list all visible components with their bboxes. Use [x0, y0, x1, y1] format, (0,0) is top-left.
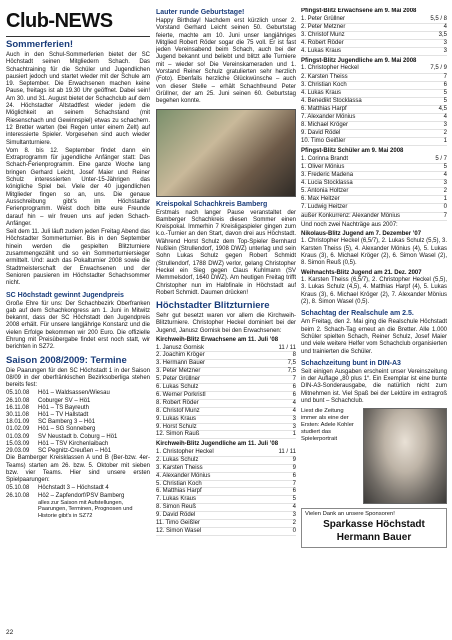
- player-score: 0: [443, 204, 447, 211]
- portrait-caption: Liest die Zeitung immer als eine der Ersten: Adele Kohler studiert das Spielerportrait: [301, 408, 354, 443]
- table-title-kirchweih-erwachsene: Kirchweih-Blitz Erwachsene am 11. Juli ’08: [156, 337, 279, 344]
- paragraph-saison-2: Die Bamberger Kreisklassen A und B (Ber-bzw. 4er-Teams) starten am 26. bzw. 5. Oktober mit sieben bzw. vier Teams. Hier sind unsere ersten Spielpaarungen:: [6, 455, 150, 484]
- section-title-kreispokal: Kreispokal Schachkreis Bamberg: [156, 200, 268, 208]
- player-name: 3. Karsten Theiss: [156, 464, 203, 471]
- player-name: 6. Lukas Schulz: [156, 384, 199, 391]
- player-score: 2: [292, 520, 296, 527]
- player-score: 3: [443, 39, 447, 46]
- player-score: 2: [443, 188, 447, 195]
- table-row: [156, 457, 296, 465]
- player-score: 9: [292, 464, 296, 471]
- table-row: [156, 408, 296, 416]
- player-name: außer Konkurrenz: Alexander Mönius: [301, 212, 401, 219]
- player-name: 1. Oliver Mönius: [301, 164, 345, 170]
- player-name: 1. Christopher Heckel: [156, 448, 214, 455]
- player-score: 6: [292, 391, 296, 398]
- results-table-pfingst-erwachsene: [301, 16, 447, 56]
- table-row: [156, 392, 296, 400]
- player-score: 5: [443, 164, 447, 170]
- schedule-row: [6, 434, 150, 441]
- player-name: 3. Frederic Madena: [301, 172, 354, 179]
- table-row: [156, 528, 296, 536]
- table-row: [301, 82, 447, 90]
- schedule-date: 05.10.08: [6, 390, 30, 397]
- schedule-row: [6, 441, 150, 448]
- schedule-date: 05.10.08: [6, 485, 30, 492]
- table-row: [156, 360, 296, 368]
- table-row: [156, 504, 296, 512]
- player-name: 4. Alexander Mönius: [156, 472, 211, 479]
- table-row: [301, 65, 447, 73]
- player-name: 6. Werner Porkristl: [156, 391, 206, 398]
- schedule-row: [6, 493, 150, 500]
- table-row: [301, 90, 447, 98]
- schedule-match: Hö1 – SG Sonneberg: [38, 426, 96, 433]
- schedule-date: 15.03.09: [6, 440, 30, 447]
- schedule-match: Hö1 – TS Bayreuth: [38, 404, 89, 411]
- table-row: [156, 352, 296, 360]
- player-name: 11. Timo Geißler: [156, 520, 200, 527]
- player-score: 3: [292, 423, 296, 430]
- schedule-match: Hö2 – Zapfendorf/PSV Bamberg: [38, 492, 125, 499]
- player-score: 7,5: [287, 368, 296, 375]
- player-score: 5 / 7: [435, 155, 447, 162]
- paragraph-geburtstage: Happy Birthday! Nachdem erst kürzlich unser 2. Vorstand Gerhard Leicht seinen 50. Geburtstag feierte, machte am 10. Juni unser langjähriges Mitglied Robert Röder sogar die 75 voll. Er ist fast jeden Vereinsabend beim Schach, auch bei der Jugend bekannt und beliebt und blitzt alle Turniere mit – wieder so! Die Vereinskameraden und 1. Vorstand Reiner Schulz gratulierten sehr herzlich (Foto). Ebenfalls herzliche Glückwünsche – auch von dieser Stelle – erhält Schachfreund Peter Grüllner, der am 25. Juni seinen 60. Geburtstag begehen konnte.: [156, 18, 296, 105]
- player-score: 0: [292, 527, 296, 534]
- schedule-match: Hö1 – Waldsassen/Wiesau: [38, 390, 110, 397]
- schedule-row: [6, 405, 150, 412]
- schedule-row: [6, 412, 150, 419]
- paragraph-blitzturniere: Sehr gut besetzt waren vor allem die Kirchweih-Blitzturniere. Christopher Heckel dominiert bei der Jugend, Janusz Gornisk bei den Erwachsenen:: [156, 313, 296, 334]
- player-name: 6. Matthias Harpf: [156, 488, 202, 495]
- player-name: 2. Lukas Schulz: [156, 456, 199, 463]
- results-table-kirchweih-jugend: [156, 449, 296, 536]
- table-row: [156, 400, 296, 408]
- player-score: 7: [443, 73, 447, 80]
- table-row: [301, 32, 447, 40]
- player-score: 5,5 / 8: [430, 15, 447, 22]
- paragraph-sommer-1: Auch in den Schul-Sommerferien bietet der SC Höchstadt seinen Mitgliedern Schach. Das Schachtraining für die Schüler und Jugendlichen pausiert jedoch und startet wieder mit der Schule am 19. September. Die Erwachsenen machen keine Pause, freitags ist ab 19.30 Uhr geöffnet. Dabei sein! Am 30. und 31. August bietet der Schachclub auf dem 24. Höchstadter Altstadtfest wieder jedem die Möglichkeit an seinem Schachstand (mit Riesenschach und Gewinnspiel) etwas zu schachern. 12 Bretter warten (bei Regen unter einem Zelt) auf interessierte Spieler. Vorgesehen sind auch wieder Simultanturniere.: [6, 52, 150, 146]
- table-row: [301, 40, 447, 48]
- player-name: 9. Horst Schulz: [156, 423, 197, 430]
- schedule-list-kreisklasse: [6, 485, 150, 499]
- schedule-date: 18.01.09: [6, 419, 30, 426]
- schedule-match: SV Neustadt b. Coburg – Hö1: [38, 433, 118, 440]
- player-score: 7: [292, 376, 296, 383]
- section-title-jugendpreis: SC Höchstadt gewinnt Jugendpreis: [6, 291, 124, 299]
- title-nikolaus-blitz: Nikolaus-Blitz Jugend am 7. Dezember ’07: [301, 230, 422, 237]
- title-weihnachts-blitz: Weihnachts-Blitz Jugend am 21. Dez. 2007: [301, 269, 422, 276]
- table-row: [301, 180, 447, 188]
- section-title-blitzturniere: Höchstadter Blitzturniere: [156, 300, 270, 312]
- sponsor-name-sparkasse: Sparkasse Höchstadt: [323, 519, 425, 531]
- sponsor-box: [301, 508, 447, 548]
- table-row: [301, 156, 447, 164]
- table-title-pfingst-jugend: Pfingst-Blitz Jugendliche am 9. Mai 2008: [301, 57, 417, 64]
- player-score: 3: [443, 47, 447, 54]
- player-name: 8. Simon Reuß: [156, 504, 197, 511]
- table-row: [156, 345, 296, 353]
- masthead-title: Club-NEWS: [6, 8, 150, 37]
- page-number: 22: [6, 628, 14, 636]
- schedule-row: [6, 426, 150, 433]
- section-title-saison: Saison 2008/2009: Termine: [6, 354, 127, 366]
- schedule-date: 30.11.08: [6, 412, 29, 419]
- column-left: [6, 8, 150, 634]
- results-table-kirchweih-erwachsene: [156, 345, 296, 440]
- player-name: 4. Robert Röder: [301, 39, 344, 46]
- player-score: 3: [292, 512, 296, 519]
- player-name: 9. David Rödel: [156, 512, 196, 519]
- player-name: 4. Lukas Kraus: [301, 89, 342, 96]
- player-name: 5. Antonia Holtzer: [301, 188, 349, 195]
- player-score: 6: [443, 81, 447, 88]
- table-row: [156, 449, 296, 457]
- table-row: [301, 130, 447, 138]
- table-row: [301, 16, 447, 24]
- table-title-pfingst-schueler: Pfingst-Blitz Schüler am 9. Mai 2008: [301, 148, 404, 155]
- player-name: 1. Peter Grüllner: [301, 15, 346, 22]
- table-row: [156, 473, 296, 481]
- paragraph-sommer-3: Seit dem 11. Juli läuft zudem jeden Freitag Abend das Höchstadter Sommerturnier. Bis in den September hinein werden die gespielten Blitzturniere zusammengezählt und so ein Sommerturniersieger ermittelt. Und: auch das Pokalturnier 2008 sowie die Stadtmeisterschaft der Erwachsenen und der Senioren pausieren im Höchstadter Schachsommer nicht.: [6, 229, 150, 287]
- player-name: 4. Lukas Kraus: [301, 47, 342, 54]
- paragraph-nikolaus-blitz: 1. Christopher Heckel (6,5/7), 2. Lukas Schulz (5,5), 3. Karsten Theiss (5), 4. Alexander Mönius (4), 5. Lukas Kraus (3), 6. Michael Kröger (2), 6. Simon Wasel (2), 8. Simon Reuß (0,5).: [301, 238, 447, 267]
- table-row: [301, 164, 447, 172]
- paragraph-sommer-2: Vom 8. bis 12. September findet dann ein Extraprogramm für jugendliche Anfänger statt: Das Schach-Ferienprogramm. Eine ganze Woche lang bringen Gerhard Leicht, Josef Maier und Reiner Schulz interessierten Unter-15-Jährigen das königliche Spiel bei. Viele der 40 jugendlichen Mitglieder fingen so an, uns. Die genaue Ausschreibung gibt’s im Höchstadter Ferienprogramm. Weist doch bitte eure Freunde darauf hin – wir freuen uns auf jeden Schach-Anfänger.: [6, 147, 150, 227]
- table-row: [301, 74, 447, 82]
- table-title-pfingst-erwachsene: Pfingst-Blitz Erwachsene am 9. Mai 2008: [301, 8, 417, 14]
- player-score: 4: [443, 23, 447, 30]
- schedule-row: [6, 419, 150, 426]
- player-score: 3: [443, 122, 447, 129]
- player-name: 3. Hermann Bauer: [156, 360, 206, 367]
- table-row: [301, 204, 447, 212]
- player-score: 7: [443, 212, 447, 219]
- results-table-pfingst-jugend: [301, 65, 447, 146]
- player-name: 12. Simon Wasel: [156, 527, 202, 534]
- schedule-match: Coburger SV – Hö1: [38, 397, 91, 404]
- schedule-match: SC Bamberg 3 – Hö1: [38, 419, 96, 426]
- table-row: [156, 431, 296, 439]
- paragraph-nachtraege: Und noch zwei Nachträge aus 2007:: [301, 221, 398, 228]
- table-row: [156, 465, 296, 473]
- table-row: [301, 188, 447, 196]
- paragraph-schachzeitung: Seit einigen Ausgaben erscheint unser Vereinszeitung in der Auflage „80 plus 1“. Ein Exemplar ist eine bunte DIN-A3-Sonderausgabe, die natürlich nicht zum Mitnehmen ist. Viel Spaß bei der Lektüre im extragroß und bunt – Schachclub.: [301, 368, 447, 404]
- table-row: [156, 496, 296, 504]
- table-title-kirchweih-jugend: Kirchweih-Blitz Jugendliche am 11. Juli ’08: [156, 441, 279, 448]
- schedule-row: [6, 390, 150, 397]
- player-name: 4. Lucia Stocklassa: [301, 180, 353, 187]
- player-score: 11 / 11: [278, 448, 296, 455]
- player-name: 7. Ludwig Heitzer: [301, 204, 348, 211]
- schedule-list: [6, 390, 150, 455]
- player-score: 2: [443, 130, 447, 137]
- player-score: 6: [292, 384, 296, 391]
- player-name: 7. Lukas Kraus: [156, 496, 197, 503]
- player-name: 6. Max Heitzer: [301, 196, 340, 203]
- schedule-note: alles zur Saison mit Aufstellungen, Paarungen, Terminen, Prognosen und Historie gibt’s in SZ72: [38, 499, 133, 520]
- table-row: [156, 481, 296, 489]
- player-score: 4: [443, 114, 447, 121]
- player-score: 7,5 / 9: [430, 65, 447, 72]
- table-row: [301, 48, 447, 56]
- section-title-sommerferien: Sommerferien!: [6, 39, 74, 50]
- player-name: 2. Karsten Theiss: [301, 73, 348, 80]
- schedule-match: SC Pegnitz-Creußen – Hö1: [38, 448, 112, 455]
- player-name: 7. Alexander Mönius: [301, 114, 356, 121]
- schedule-match: Höchstadt 3 – Höchstadt 4: [38, 485, 109, 492]
- player-score: 5: [443, 97, 447, 104]
- table-row: [301, 122, 447, 130]
- player-score: 4: [443, 172, 447, 179]
- player-score: 11 / 11: [278, 344, 296, 351]
- player-score: 1: [443, 196, 447, 203]
- player-name: 1. Janusz Gornisk: [156, 344, 205, 351]
- birthday-photo: [156, 109, 296, 197]
- table-row: [156, 416, 296, 424]
- schedule-date: 26.10.08: [6, 397, 30, 404]
- paragraph-kreispokal: Erstmals nach langer Pause veranstaltet der Bamberger Schachkreis diesen Sommer einen Kreispokal. Immerhin 7 Kreisligaspieler gingen zum k.o.-Turnier an den Start, davon drei aus Höchstadt. Während Horst Schulz dem Top-Spieler Bernhard Nußlein (Strullendorf, 1908 DWZ) unterlag und sein Sohn Lukas Schulz gegen Robert Schmidt (Strullendorf, 1788 DWZ) verlor, gelang Christopher Heckel ein Sieg gegen Claus Kuhlmann (SV Memmelsdorf, 1640 DWZ). Am heutigen Freitag trifft Christopher nun im Halbfinale in Höchstadt auf Robert Schmidt. Daumen drücken!: [156, 209, 296, 296]
- player-name: 10. Timo Geißler: [301, 138, 346, 145]
- paragraph-jugendpreis: Große Ehre für uns: Der Schachbezirk Oberfranken gab auf dem Schachkongress am 1. Juni in Mitwitz bekannt, dass der SC Höchstadt den Jugendpreis 2008 erhält. Für unsere langjährige Konstanz und die vielen Erfolge bekommen wir 200 Euro. Die offizielle Ehrung mit Preisübergabe findet erst noch statt, wir berichten in SZ72.: [6, 300, 150, 351]
- table-row: [156, 424, 296, 432]
- table-row: [301, 24, 447, 32]
- player-score: 4: [292, 399, 296, 406]
- schedule-date: 16.11.08: [6, 404, 29, 411]
- portrait-photo: [363, 408, 447, 504]
- schedule-row: [6, 398, 150, 405]
- player-score: 8: [292, 352, 296, 359]
- player-score: 9: [292, 456, 296, 463]
- table-row: [156, 368, 296, 376]
- column-right: [301, 8, 447, 634]
- results-table-pfingst-schueler: [301, 156, 447, 221]
- player-name: 5. Peter Grüllner: [156, 376, 201, 383]
- player-name: 1. Christopher Heckel: [301, 65, 359, 72]
- player-score: 6: [292, 472, 296, 479]
- sponsor-name-bauer: Hermann Bauer: [336, 532, 412, 544]
- table-row: [156, 520, 296, 528]
- schedule-row: [6, 485, 150, 492]
- player-name: 6. Matthias Harpf: [301, 105, 347, 112]
- table-row: [301, 114, 447, 122]
- player-score: 7,5: [287, 360, 296, 367]
- player-name: 8. Christof Munz: [156, 407, 200, 414]
- player-name: 3. Christof Munz: [301, 31, 345, 38]
- player-name: 4. Benedikt Stocklassa: [301, 97, 362, 104]
- schedule-date: 29.03.09: [6, 448, 30, 455]
- player-score: 3: [443, 180, 447, 187]
- player-score: 4: [292, 504, 296, 511]
- table-row: [301, 106, 447, 114]
- table-row: [301, 213, 447, 221]
- player-name: 12. Simon Rauß: [156, 431, 200, 438]
- schedule-date: 01.02.09: [6, 426, 30, 433]
- schedule-date: 26.10.08: [6, 492, 30, 499]
- player-score: 7: [292, 480, 296, 487]
- table-row: [156, 488, 296, 496]
- player-name: 1. Corinna Brandt: [301, 155, 349, 162]
- table-row: [301, 138, 447, 146]
- player-score: 5: [443, 89, 447, 96]
- player-score: 5: [292, 496, 296, 503]
- table-row: [301, 98, 447, 106]
- schedule-match: Hö1 – TSV Kirchenlaibach: [38, 440, 109, 447]
- player-score: 4,5: [438, 105, 447, 112]
- player-score: 6: [292, 488, 296, 495]
- paragraph-weihnachts-blitz: 1. Karsten Theiss (6,5/7), 2. Christopher Heckel (5,5), 3. Lukas Schulz (4,5), 4. Matthias Harpf (4), 5. Lukas Kraus (3), 6. Michael Kröger (2), 7. Alexander Mönius (2), 8. Simon Wasel (0,5).: [301, 277, 447, 306]
- player-name: 3. Christian Koch: [301, 81, 347, 88]
- sponsor-thanks: Vielen Dank an unsere Sponsoren!: [305, 511, 395, 518]
- player-name: 8. Michael Kröger: [301, 122, 349, 129]
- player-name: 2. Joachim Kröger: [156, 352, 205, 359]
- player-score: 1: [443, 138, 447, 145]
- schedule-row: [6, 448, 150, 455]
- section-title-realschule: Schachtag der Realschule am 2.5.: [301, 310, 414, 318]
- paragraph-saison-1: Die Paarungen für den SC Höchstadt 1 in der Saison 08/09 in der oberfränkischen Bezirksoberliga stehen bereits fest:: [6, 367, 150, 389]
- player-score: 1: [292, 431, 296, 438]
- table-row: [156, 384, 296, 392]
- player-score: 3: [292, 415, 296, 422]
- table-row: [301, 196, 447, 204]
- table-row: [301, 172, 447, 180]
- player-name: 9. Lukas Kraus: [156, 415, 197, 422]
- player-name: 8. Robert Röder: [156, 399, 199, 406]
- player-name: 3. Peter Metzner: [156, 368, 201, 375]
- table-row: [156, 376, 296, 384]
- table-row: [156, 512, 296, 520]
- paragraph-realschule: Am Freitag, den 2. Mai ging die Realschule Höchstadt beim 2. Schach-Tag erneut an die Bretter. Alle 1.000 Schüler spielten Schach, Reiner Schulz, Josef Maier und viele weitere Helfer vom Schachclub organisierten und trainierten die Schüler.: [301, 319, 447, 355]
- player-score: 3,5: [438, 31, 447, 38]
- section-title-geburtstage: Lauter runde Geburtstage!: [156, 9, 245, 16]
- portrait-block: [301, 408, 447, 504]
- section-title-schachzeitung: Schachzeitung bunt in DIN-A3: [301, 359, 401, 367]
- player-name: 9. David Rödel: [301, 130, 341, 137]
- player-name: 5. Christian Koch: [156, 480, 202, 487]
- schedule-date: 01.03.09: [6, 433, 30, 440]
- column-middle: [156, 8, 296, 634]
- player-score: 4: [292, 407, 296, 414]
- schedule-match: Hö1 – TV Hallstadt: [38, 412, 89, 419]
- player-name: 2. Peter Metzner: [301, 23, 346, 30]
